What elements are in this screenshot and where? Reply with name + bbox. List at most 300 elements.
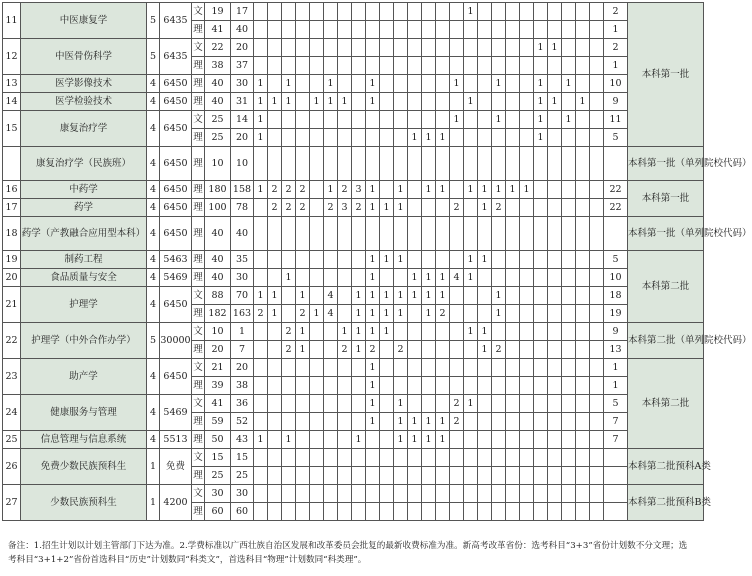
years-cell: 4 <box>147 75 160 93</box>
province-cell <box>380 341 394 359</box>
province-cell: 1 <box>408 431 422 449</box>
province-cell <box>492 3 506 21</box>
province-cell <box>394 147 408 181</box>
province-cell <box>282 217 296 251</box>
province-cell <box>380 269 394 287</box>
footnote-line-1: 备注：1.招生计划以计划主管部门下达为准。2.学费标准以广西壮族自治区发展和改革委员会批复的最新收费标准为准。新高考改革省份：选考科目“3+3”省份计划数不分文理；选 <box>8 541 688 551</box>
province-cell <box>310 147 324 181</box>
fee-cell: 6450 <box>160 199 192 217</box>
province-cell: 2 <box>450 199 464 217</box>
province-cell <box>324 111 338 129</box>
province-cell <box>464 39 478 57</box>
province-cell: 4 <box>450 269 464 287</box>
province-cell <box>380 57 394 75</box>
province-cell <box>310 181 324 199</box>
province-cell <box>562 21 576 39</box>
province-cell <box>464 21 478 39</box>
fee-cell: 免费 <box>160 449 192 485</box>
province-cell <box>352 395 366 413</box>
province-cell <box>254 39 268 57</box>
province-cell <box>520 395 534 413</box>
province-cell <box>310 503 324 521</box>
province-cell <box>436 323 450 341</box>
province-cell <box>422 323 436 341</box>
seq-cell: 14 <box>3 93 21 111</box>
table-row <box>3 3 704 21</box>
province-cell <box>576 287 590 305</box>
seq-cell: 18 <box>3 217 21 251</box>
province-cell: 1 <box>534 75 548 93</box>
last-year-cell: 52 <box>231 413 254 431</box>
province-cell <box>492 129 506 147</box>
province-cell <box>324 503 338 521</box>
subject-cell: 理 <box>192 377 205 395</box>
province-cell <box>310 485 324 503</box>
last-year-cell: 158 <box>231 181 254 199</box>
province-cell: 1 <box>450 75 464 93</box>
province-cell: 1 <box>464 93 478 111</box>
province-cell <box>562 395 576 413</box>
province-cell: 1 <box>254 111 268 129</box>
province-cell <box>338 21 352 39</box>
province-cell: 1 <box>548 39 562 57</box>
province-cell <box>450 431 464 449</box>
province-cell: 3 <box>352 181 366 199</box>
table-row <box>3 485 704 503</box>
plan-cell: 10 <box>205 147 231 181</box>
province-cell <box>576 305 590 323</box>
province-cell <box>408 75 422 93</box>
province-cell <box>576 395 590 413</box>
province-cell: 1 <box>464 395 478 413</box>
province-cell <box>562 57 576 75</box>
province-cell <box>478 21 492 39</box>
seq-cell: 11 <box>3 3 21 39</box>
province-cell <box>324 57 338 75</box>
table-row <box>3 147 704 181</box>
plan-cell: 39 <box>205 377 231 395</box>
subject-cell: 理 <box>192 251 205 269</box>
province-cell: 1 <box>324 93 338 111</box>
plan-cell: 10 <box>205 323 231 341</box>
years-cell: 1 <box>147 485 160 521</box>
province-cell <box>338 413 352 431</box>
subject-cell: 文 <box>192 323 205 341</box>
province-cell: 1 <box>366 93 380 111</box>
province-cell <box>408 199 422 217</box>
seq-cell: 13 <box>3 75 21 93</box>
province-cell <box>268 449 282 467</box>
province-cell: 1 <box>366 377 380 395</box>
province-cell <box>492 323 506 341</box>
fee-cell: 5463 <box>160 251 192 269</box>
province-cell <box>450 305 464 323</box>
province-cell <box>338 287 352 305</box>
guangxi-plan-cell: 10 <box>604 269 628 287</box>
province-cell <box>450 93 464 111</box>
province-cell <box>296 39 310 57</box>
province-cell <box>380 129 394 147</box>
province-cell <box>436 449 450 467</box>
province-cell <box>254 395 268 413</box>
province-cell <box>394 57 408 75</box>
province-cell: 1 <box>422 287 436 305</box>
province-cell <box>408 39 422 57</box>
province-cell: 1 <box>380 251 394 269</box>
province-cell: 1 <box>450 111 464 129</box>
province-cell <box>408 305 422 323</box>
province-cell <box>506 21 520 39</box>
seq-cell: 16 <box>3 181 21 199</box>
province-cell <box>436 467 450 485</box>
province-cell <box>548 217 562 251</box>
province-cell <box>282 395 296 413</box>
province-cell <box>282 39 296 57</box>
last-year-cell: 60 <box>231 503 254 521</box>
province-cell <box>590 111 604 129</box>
province-cell: 1 <box>254 129 268 147</box>
province-cell <box>352 217 366 251</box>
plan-cell: 100 <box>205 199 231 217</box>
province-cell <box>520 57 534 75</box>
province-cell <box>422 217 436 251</box>
fee-cell: 30000 <box>160 323 192 359</box>
plan-cell: 21 <box>205 359 231 377</box>
guangxi-plan-cell: 1 <box>604 57 628 75</box>
table-row <box>3 431 704 449</box>
province-cell <box>520 199 534 217</box>
province-cell <box>268 217 282 251</box>
guangxi-plan-cell: 1 <box>604 21 628 39</box>
province-cell <box>464 217 478 251</box>
fee-cell: 6450 <box>160 111 192 147</box>
province-cell <box>282 485 296 503</box>
years-cell: 4 <box>147 217 160 251</box>
seq-cell: 25 <box>3 431 21 449</box>
table-row <box>3 287 704 305</box>
province-cell <box>478 147 492 181</box>
province-cell: 2 <box>492 199 506 217</box>
province-cell: 2 <box>282 323 296 341</box>
province-cell <box>436 75 450 93</box>
province-cell <box>282 147 296 181</box>
province-cell <box>394 377 408 395</box>
province-cell <box>296 359 310 377</box>
province-cell <box>408 93 422 111</box>
province-cell <box>562 39 576 57</box>
province-cell <box>464 75 478 93</box>
province-cell <box>310 75 324 93</box>
province-cell <box>590 485 604 503</box>
province-cell <box>534 181 548 199</box>
province-cell <box>296 269 310 287</box>
province-cell <box>352 449 366 467</box>
province-cell <box>296 217 310 251</box>
province-cell <box>422 485 436 503</box>
guangxi-plan-cell: 7 <box>604 413 628 431</box>
province-cell: 2 <box>394 341 408 359</box>
province-cell <box>506 199 520 217</box>
province-cell <box>548 413 562 431</box>
province-cell <box>450 129 464 147</box>
province-cell <box>464 287 478 305</box>
province-cell: 1 <box>436 269 450 287</box>
province-cell <box>310 467 324 485</box>
province-cell <box>352 3 366 21</box>
province-cell <box>422 147 436 181</box>
province-cell <box>562 217 576 251</box>
province-cell: 1 <box>478 199 492 217</box>
province-cell <box>562 359 576 377</box>
province-cell <box>436 485 450 503</box>
province-cell <box>394 3 408 21</box>
major-name-cell: 健康服务与管理 <box>21 395 147 431</box>
province-cell <box>464 57 478 75</box>
province-cell <box>324 377 338 395</box>
province-cell <box>534 449 548 467</box>
province-cell <box>436 377 450 395</box>
province-cell <box>548 287 562 305</box>
province-cell <box>380 485 394 503</box>
province-cell <box>548 129 562 147</box>
major-name-cell: 信息管理与信息系统 <box>21 431 147 449</box>
province-cell <box>324 341 338 359</box>
province-cell <box>380 147 394 181</box>
province-cell <box>520 449 534 467</box>
province-cell <box>408 467 422 485</box>
subject-cell: 文 <box>192 3 205 21</box>
province-cell <box>352 359 366 377</box>
subject-cell: 理 <box>192 413 205 431</box>
plan-cell: 180 <box>205 181 231 199</box>
province-cell <box>478 305 492 323</box>
province-cell: 1 <box>268 93 282 111</box>
province-cell <box>268 3 282 21</box>
province-cell <box>310 377 324 395</box>
province-cell: 1 <box>296 341 310 359</box>
batch-cell: 本科第一批（单列院校代码） <box>628 147 704 181</box>
province-cell: 1 <box>254 431 268 449</box>
province-cell: 2 <box>268 199 282 217</box>
province-cell <box>534 503 548 521</box>
province-cell: 2 <box>282 199 296 217</box>
province-cell <box>590 147 604 181</box>
province-cell <box>254 57 268 75</box>
fee-cell: 5513 <box>160 431 192 449</box>
province-cell <box>268 147 282 181</box>
province-cell <box>534 57 548 75</box>
subject-cell: 理 <box>192 305 205 323</box>
province-cell <box>520 305 534 323</box>
guangxi-plan-cell: 11 <box>604 111 628 129</box>
province-cell <box>478 57 492 75</box>
province-cell <box>534 431 548 449</box>
province-cell <box>534 359 548 377</box>
province-cell: 1 <box>464 269 478 287</box>
last-year-cell: 31 <box>231 93 254 111</box>
province-cell <box>548 305 562 323</box>
province-cell: 1 <box>464 181 478 199</box>
province-cell <box>590 269 604 287</box>
province-cell <box>492 431 506 449</box>
province-cell: 4 <box>324 287 338 305</box>
province-cell <box>520 359 534 377</box>
plan-cell: 38 <box>205 57 231 75</box>
province-cell <box>576 147 590 181</box>
province-cell <box>282 413 296 431</box>
subject-cell: 理 <box>192 341 205 359</box>
last-year-cell: 163 <box>231 305 254 323</box>
plan-cell: 30 <box>205 485 231 503</box>
province-cell: 1 <box>492 305 506 323</box>
province-cell <box>268 413 282 431</box>
province-cell <box>352 377 366 395</box>
province-cell <box>562 199 576 217</box>
major-name-cell: 护理学（中外合作办学） <box>21 323 147 359</box>
fee-cell: 6450 <box>160 147 192 181</box>
subject-cell: 理 <box>192 467 205 485</box>
province-cell <box>506 503 520 521</box>
province-cell <box>436 217 450 251</box>
province-cell <box>534 323 548 341</box>
province-cell <box>436 251 450 269</box>
seq-cell: 23 <box>3 359 21 395</box>
province-cell <box>562 323 576 341</box>
province-cell: 3 <box>338 199 352 217</box>
province-cell <box>394 39 408 57</box>
major-name-cell: 医学影像技术 <box>21 75 147 93</box>
province-cell <box>548 377 562 395</box>
years-cell: 4 <box>147 287 160 323</box>
table-row <box>3 93 704 111</box>
province-cell <box>324 431 338 449</box>
province-cell <box>380 21 394 39</box>
province-cell <box>450 251 464 269</box>
province-cell: 1 <box>296 287 310 305</box>
province-cell <box>576 341 590 359</box>
province-cell <box>380 449 394 467</box>
province-cell <box>478 217 492 251</box>
fee-cell: 6450 <box>160 287 192 323</box>
province-cell <box>282 449 296 467</box>
province-cell: 1 <box>366 269 380 287</box>
batch-cell: 本科第一批 <box>628 3 704 147</box>
fee-cell: 5469 <box>160 269 192 287</box>
province-cell <box>576 485 590 503</box>
province-cell <box>478 75 492 93</box>
province-cell <box>450 287 464 305</box>
province-cell <box>282 359 296 377</box>
guangxi-plan-cell: 2 <box>604 3 628 21</box>
major-name-cell: 助产学 <box>21 359 147 395</box>
province-cell <box>478 431 492 449</box>
province-cell <box>534 199 548 217</box>
province-cell <box>478 111 492 129</box>
province-cell <box>520 129 534 147</box>
province-cell <box>254 269 268 287</box>
province-cell <box>394 323 408 341</box>
province-cell <box>394 75 408 93</box>
plan-cell: 25 <box>205 111 231 129</box>
province-cell <box>254 503 268 521</box>
province-cell <box>282 21 296 39</box>
plan-cell: 22 <box>205 39 231 57</box>
province-cell <box>436 503 450 521</box>
province-cell <box>436 147 450 181</box>
province-cell <box>562 377 576 395</box>
guangxi-plan-cell: 5 <box>604 395 628 413</box>
seq-cell <box>3 147 21 181</box>
province-cell: 1 <box>478 251 492 269</box>
province-cell <box>324 217 338 251</box>
province-cell <box>562 129 576 147</box>
last-year-cell: 20 <box>231 129 254 147</box>
province-cell <box>576 377 590 395</box>
province-cell <box>576 181 590 199</box>
province-cell <box>506 467 520 485</box>
province-cell <box>282 129 296 147</box>
province-cell: 1 <box>576 93 590 111</box>
province-cell: 1 <box>422 305 436 323</box>
province-cell <box>324 467 338 485</box>
province-cell: 1 <box>492 181 506 199</box>
province-cell <box>366 431 380 449</box>
province-cell <box>408 323 422 341</box>
province-cell <box>366 217 380 251</box>
province-cell <box>562 305 576 323</box>
last-year-cell: 20 <box>231 39 254 57</box>
guangxi-plan-cell: 5 <box>604 251 628 269</box>
province-cell <box>268 39 282 57</box>
province-cell <box>366 449 380 467</box>
province-cell <box>436 57 450 75</box>
province-cell <box>268 503 282 521</box>
province-cell <box>548 21 562 39</box>
major-name-cell: 食品质量与安全 <box>21 269 147 287</box>
subject-cell: 文 <box>192 111 205 129</box>
province-cell <box>408 449 422 467</box>
province-cell <box>520 251 534 269</box>
fee-cell: 6435 <box>160 3 192 39</box>
province-cell <box>366 467 380 485</box>
province-cell <box>576 3 590 21</box>
table-row <box>3 269 704 287</box>
province-cell: 1 <box>282 75 296 93</box>
province-cell <box>338 3 352 21</box>
province-cell <box>576 269 590 287</box>
last-year-cell: 70 <box>231 287 254 305</box>
province-cell: 1 <box>324 181 338 199</box>
province-cell: 1 <box>506 181 520 199</box>
province-cell <box>450 323 464 341</box>
last-year-cell: 20 <box>231 359 254 377</box>
province-cell <box>338 359 352 377</box>
province-cell: 1 <box>366 287 380 305</box>
province-cell <box>338 431 352 449</box>
province-cell <box>534 21 548 39</box>
province-cell <box>548 269 562 287</box>
fee-cell: 4200 <box>160 485 192 521</box>
province-cell <box>506 395 520 413</box>
province-cell <box>576 21 590 39</box>
province-cell <box>520 75 534 93</box>
province-cell <box>492 21 506 39</box>
province-cell: 1 <box>408 413 422 431</box>
province-cell <box>296 57 310 75</box>
province-cell <box>492 359 506 377</box>
seq-cell: 12 <box>3 39 21 75</box>
province-cell: 1 <box>534 93 548 111</box>
